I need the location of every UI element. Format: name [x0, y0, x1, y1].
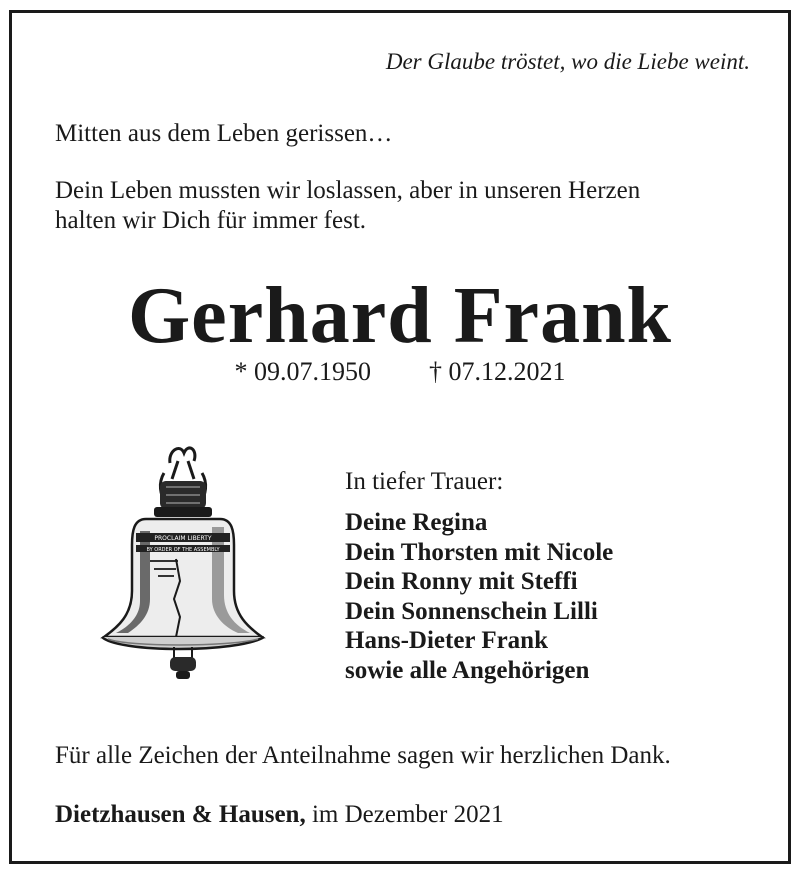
motto: Der Glaube tröstet, wo die Liebe weint.: [385, 49, 750, 74]
death-date: † 07.12.2021: [429, 357, 566, 386]
thanks-line: Für alle Zeichen der Anteilnahme sagen wir herzlichen Dank.: [55, 742, 671, 769]
mourner-item: sowie alle Angehörigen: [345, 656, 590, 684]
mourning-intro: In tiefer Trauer:: [345, 468, 504, 495]
message-line-1: Dein Leben mussten wir loslassen, aber in unseren Herzen: [55, 177, 641, 204]
place-month: im Dezember 2021: [311, 801, 504, 828]
message: [55, 176, 640, 236]
mourners-list: [345, 508, 613, 685]
deceased-name: Gerhard Frank: [127, 272, 673, 360]
bell-inscription-1: PROCLAIM LIBERTY: [154, 535, 212, 542]
place-date: [55, 800, 504, 830]
message-line-2: halten wir Dich für immer fest.: [55, 207, 367, 234]
intro-line: Mitten aus dem Leben gerissen…: [55, 120, 393, 147]
bell-inscription-2: BY ORDER OF THE ASSEMBLY: [146, 547, 220, 553]
obituary-frame: [9, 10, 791, 864]
place-location: Dietzhausen & Hausen,: [55, 801, 306, 828]
mourner-item: Dein Sonnenschein Lilli: [345, 597, 598, 625]
mourner-item: Dein Thorsten mit Nicole: [345, 538, 614, 566]
mourner-item: Deine Regina: [345, 509, 488, 536]
liberty-bell-icon: [88, 431, 268, 689]
mourner-item: Hans-Dieter Frank: [345, 627, 548, 654]
life-dates: [12, 357, 788, 387]
birth-date: * 09.07.1950: [234, 357, 371, 386]
mourner-item: Dein Ronny mit Steffi: [345, 568, 578, 595]
